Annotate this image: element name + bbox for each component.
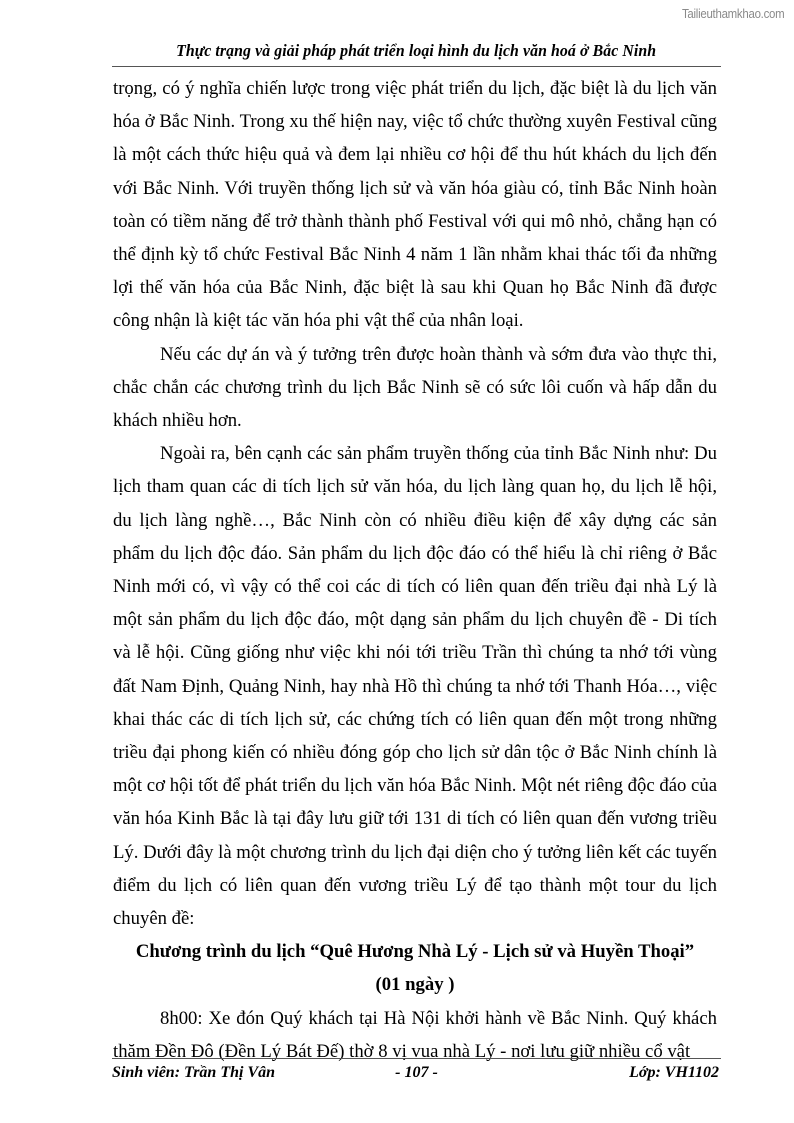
footer-class-code: Lớp: VH1102 xyxy=(629,1064,719,1081)
footer-page-number: - 107 - xyxy=(395,1064,438,1081)
paragraph: Nếu các dự án và ý tưởng trên được hoàn thành và sớm đưa vào thực thi, chắc chắn các chương trình du lịch Bắc Ninh sẽ có sức lôi cuốn và hấp dẫn du khách nhiều hơn. xyxy=(113,343,717,432)
paragraph-continuation: trọng, có ý nghĩa chiến lược trong việc phát triển du lịch, đặc biệt là du lịch văn hóa ở Bắc Ninh. Trong xu thế hiện nay, việc tổ chức thường xuyên Festival cũng là một cách thức hiệu quả và đem lại nhiều cơ hội để thu hút khách du lịch đến với Bắc Ninh. Với truyền thống lịch sử và văn hóa giàu có, tỉnh Bắc Ninh hoàn toàn có tiềm năng để trở thành thành phố Festival với qui mô nhỏ, chẳng hạn có thể định kỳ tổ chức Festival Bắc Ninh 4 năm 1 lần nhằm khai thác tối đa những lợi thế văn hóa của Bắc Ninh, đặc biệt là sau khi Quan họ Bắc Ninh đã được công nhận là kiệt tác văn hóa phi vật thể của nhân loại. xyxy=(113,78,717,332)
page-footer xyxy=(112,1058,721,1085)
tour-heading-title: Chương trình du lịch “Quê Hương Nhà Lý - Lịch sử và Huyền Thoại” xyxy=(135,941,695,963)
paragraph: Ngoài ra, bên cạnh các sản phẩm truyền thống của tỉnh Bắc Ninh như: Du lịch tham quan các di tích lịch sử văn hóa, du lịch làng quan họ, du lịch lễ hội, du lịch làng nghề…, Bắc Ninh còn có nhiều điều kiện để xây dựng các sản phẩm du lịch độc đáo. Sản phẩm du lịch độc đáo có thể hiểu là chỉ riêng ở Bắc Ninh mới có, vì vậy có thể coi các di tích có liên quan đến triều đại nhà Lý là một sản phẩm du lịch độc đáo, một dạng sản phẩm du lịch chuyên đề - Di tích và lễ hội. Cũng giống như việc khi nói tới triều Trần thì chúng ta nhớ tới vùng đất Nam Định, Quảng Ninh, hay nhà Hồ thì chúng ta nhớ tới Thanh Hóa…, việc khai thác các di tích lịch sử, các chứng tích có liên quan đến một trong những triều đại phong kiến có nhiều đóng góp cho lịch sử dân tộc ở Bắc Ninh chính là một cơ hội tốt để phát triển du lịch văn hóa Bắc Ninh. Một nét riêng độc đáo của văn hóa Kinh Bắc là tại đây lưu giữ tới 131 di tích có liên quan đến vương triều Lý. Dưới đây là một chương trình du lịch đại diện cho ý tưởng liên kết các tuyến điểm du lịch có liên quan đến vương triều Lý để tạo thành một tour du lịch chuyên đề: xyxy=(113,443,717,930)
itinerary-paragraph: 8h00: Xe đón Quý khách tại Hà Nội khởi hành về Bắc Ninh. Quý khách thăm Đền Đô (Đền Lý Bát Đế) thờ 8 vị vua nhà Lý - nơi lưu giữ nhiều cổ vật xyxy=(113,1007,717,1062)
footer-student-name: Sinh viên: Trần Thị Vân xyxy=(112,1064,276,1081)
watermark: Tailieuthamkhao.com xyxy=(681,6,784,21)
document-body xyxy=(113,72,717,1068)
header-title: Thực trạng và giải pháp phát triển loại hình du lịch văn hoá ở Bắc Ninh xyxy=(176,41,657,60)
page-header xyxy=(112,40,721,67)
tour-heading-duration: (01 ngày ) xyxy=(375,974,455,996)
